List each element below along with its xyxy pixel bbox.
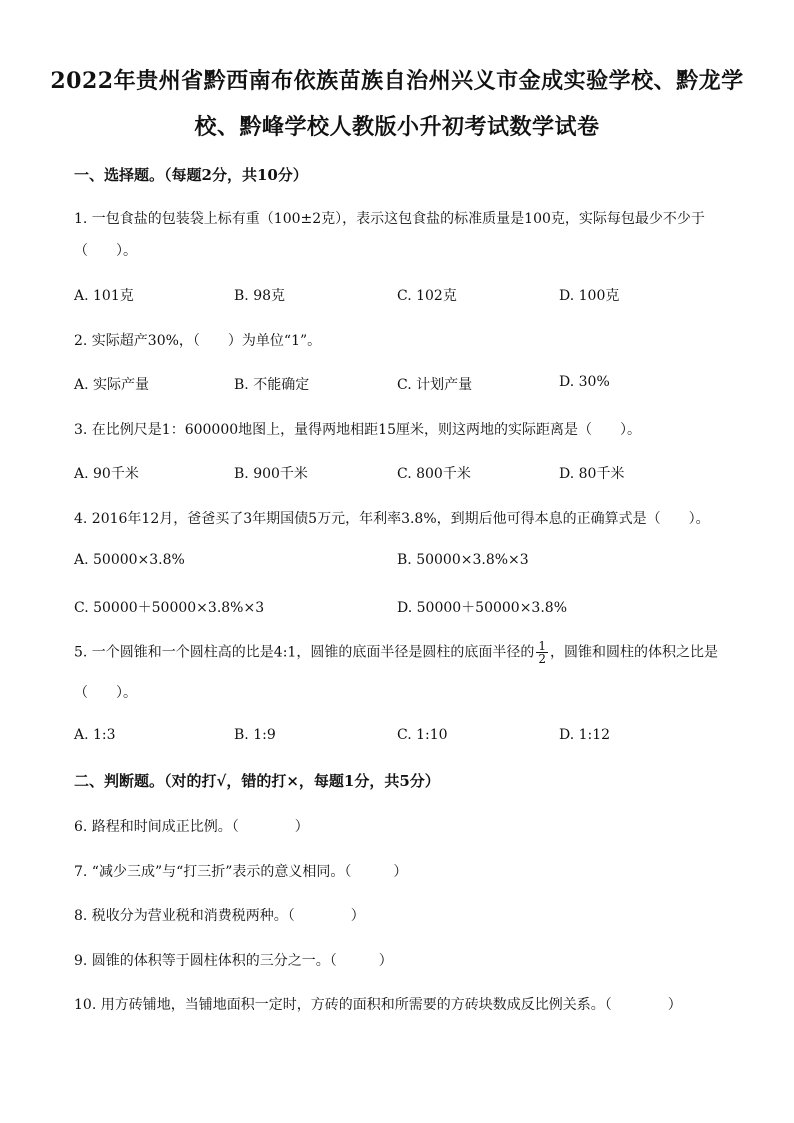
question-8-text: 8. 税收分为营业税和消费税两种。（ ） bbox=[74, 908, 365, 924]
question-2-option-c[interactable]: C. 计划产量 bbox=[397, 377, 473, 393]
question-5-option-b[interactable]: B. 1:9 bbox=[234, 727, 276, 743]
question-1-option-b[interactable]: B. 98克 bbox=[234, 288, 286, 304]
question-1-text: 1. 一包食盐的包装袋上标有重（100±2克），表示这包食盐的标准质量是100克，实际每包最少不少于 bbox=[74, 211, 705, 227]
question-1-option-a[interactable]: A. 101克 bbox=[74, 288, 134, 304]
question-4-option-b[interactable]: B. 50000×3.8%×3 bbox=[397, 552, 529, 568]
question-3-option-b[interactable]: B. 900千米 bbox=[234, 466, 308, 482]
question-5-option-a[interactable]: A. 1:3 bbox=[74, 727, 116, 743]
question-9-text: 9. 圆锥的体积等于圆柱体积的三分之一。（ ） bbox=[74, 953, 393, 969]
question-7-text: 7. “减少三成”与“打三折”表示的意义相同。（ ） bbox=[74, 864, 408, 880]
question-3-text: 3. 在比例尺是1：600000地图上，量得两地相距15厘米，则这两地的实际距离是（ ）。 bbox=[74, 422, 641, 438]
page-title-line-1: 2022年贵州省黔西南布依族苗族自治州兴义市金成实验学校、黔龙学 bbox=[50, 68, 744, 94]
question-5-text bbox=[74, 640, 718, 665]
question-5-blank: （ ）。 bbox=[74, 685, 137, 701]
question-3-option-d[interactable]: D. 80千米 bbox=[559, 466, 625, 482]
question-5-option-d[interactable]: D. 1:12 bbox=[559, 727, 611, 743]
page-title-line-2: 校、黔峰学校人教版小升初考试数学试卷 bbox=[194, 114, 600, 140]
question-2-option-a[interactable]: A. 实际产量 bbox=[74, 377, 150, 393]
question-4-option-c[interactable]: C. 50000＋50000×3.8%×3 bbox=[74, 600, 265, 616]
question-3-option-c[interactable]: C. 800千米 bbox=[397, 466, 471, 482]
fraction-denominator: 2 bbox=[538, 652, 546, 666]
fraction-numerator: 1 bbox=[538, 639, 546, 653]
question-2-text: 2. 实际超产30%，（ ）为单位“1”。 bbox=[74, 333, 322, 349]
question-4-option-d[interactable]: D. 50000＋50000×3.8% bbox=[397, 600, 567, 616]
question-2-option-d[interactable]: D. 30% bbox=[559, 374, 610, 390]
question-1-option-c[interactable]: C. 102克 bbox=[397, 288, 457, 304]
question-5-text-post: ，圆锥和圆柱的体积之比是 bbox=[549, 644, 718, 661]
question-2-option-b[interactable]: B. 不能确定 bbox=[234, 377, 310, 393]
question-6-text: 6. 路程和时间成正比例。（ ） bbox=[74, 819, 309, 835]
question-4-text: 4. 2016年12月，爸爸买了3年期国债5万元，年利率3.8%，到期后他可得本息的正确算式是（ ）。 bbox=[74, 511, 710, 527]
section-heading-true-false: 二、判断题。（对的打√，错的打×，每题1分，共5分） bbox=[74, 772, 440, 790]
question-1-blank: （ ）。 bbox=[74, 243, 137, 259]
question-4-option-a[interactable]: A. 50000×3.8% bbox=[74, 552, 185, 568]
section-heading-choice: 一、选择题。（每题2分，共10分） bbox=[74, 166, 308, 184]
question-1-option-d[interactable]: D. 100克 bbox=[559, 288, 620, 304]
question-5-option-c[interactable]: C. 1:10 bbox=[397, 727, 448, 743]
fraction-one-half bbox=[536, 640, 548, 665]
question-10-text: 10. 用方砖铺地，当铺地面积一定时，方砖的面积和所需要的方砖块数成反比例关系。（ ） bbox=[74, 997, 682, 1013]
question-3-option-a[interactable]: A. 90千米 bbox=[74, 466, 139, 482]
question-5-text-pre: 5. 一个圆锥和一个圆柱高的比是4:1，圆锥的底面半径是圆柱的底面半径的 bbox=[74, 644, 535, 661]
